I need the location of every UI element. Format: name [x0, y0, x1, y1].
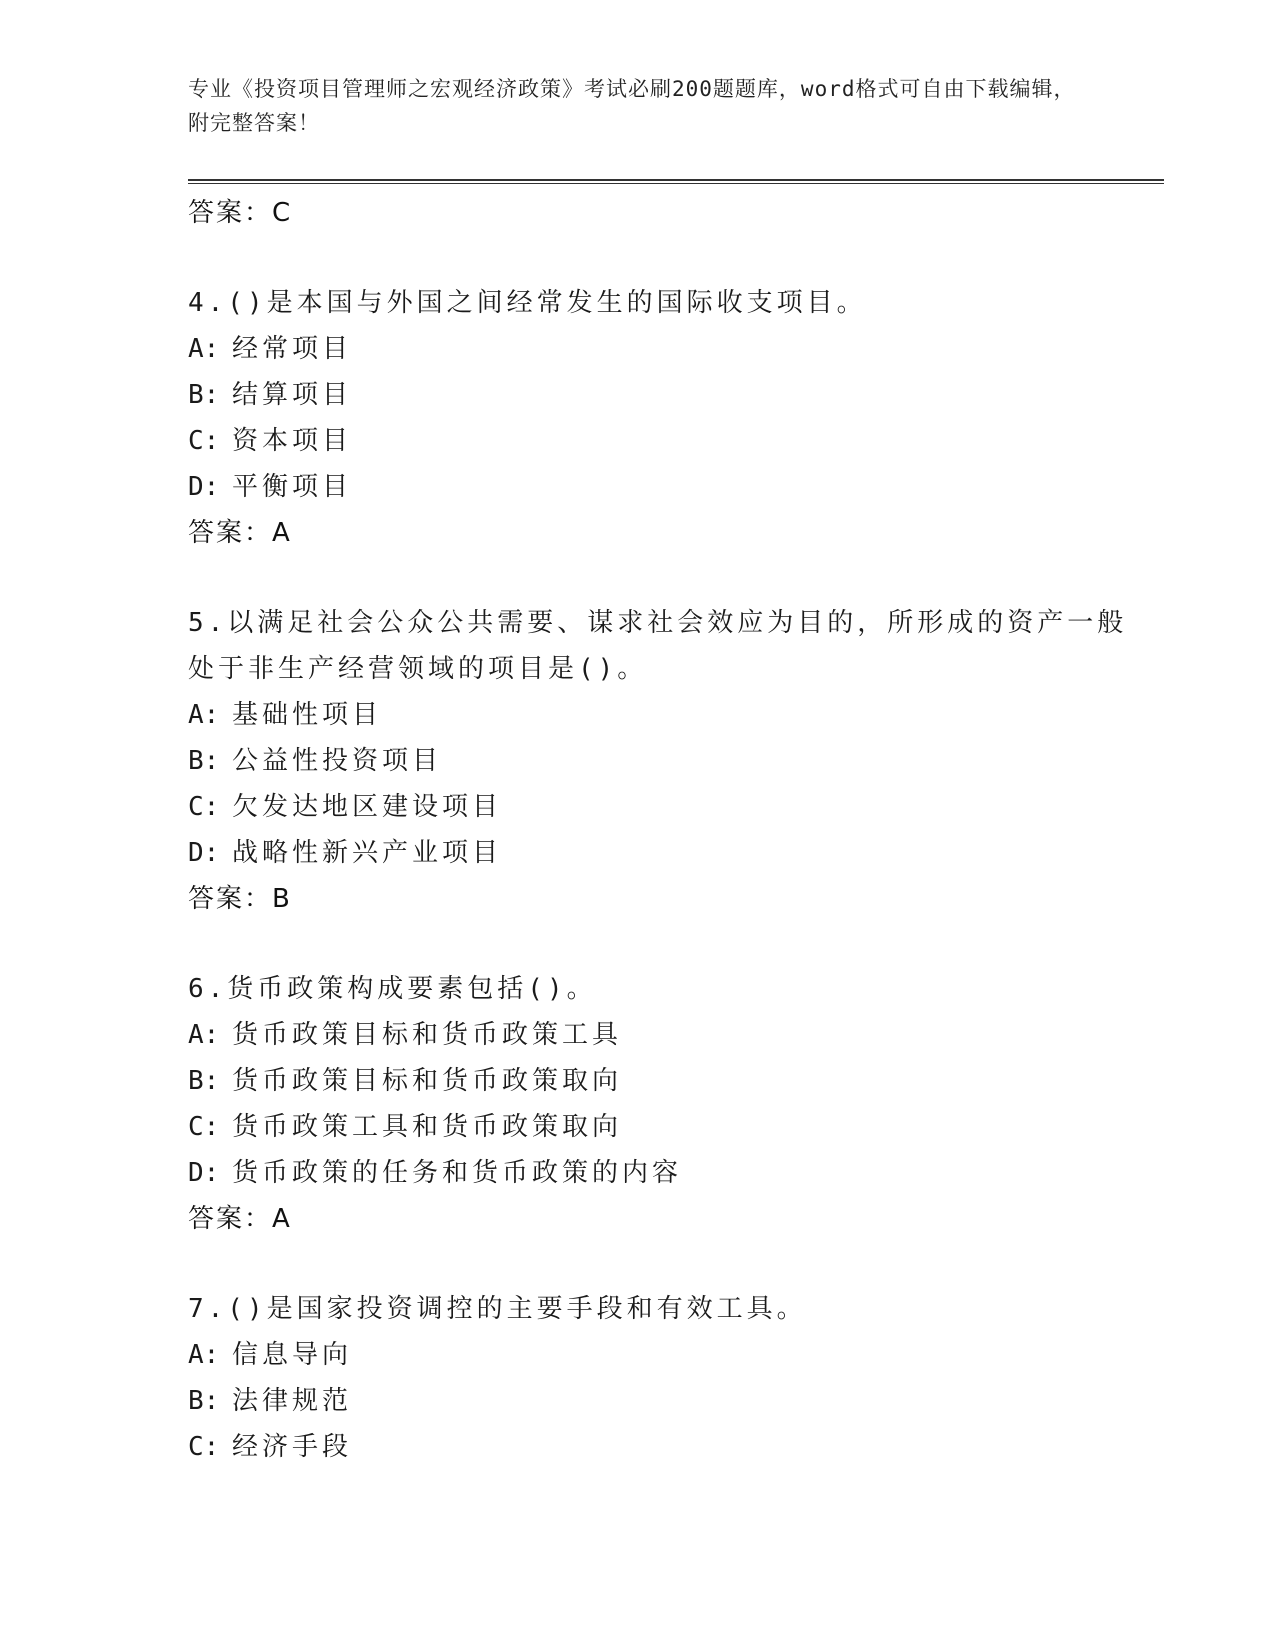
- option-text: 货币政策目标和货币政策工具: [232, 1020, 623, 1050]
- option-letter: A:: [188, 334, 220, 364]
- option-text: 经常项目: [232, 334, 353, 364]
- option-text: 货币政策的任务和货币政策的内容: [232, 1158, 683, 1188]
- option-letter: D:: [188, 1158, 220, 1188]
- option-letter: C:: [188, 1432, 220, 1462]
- option-text: 欠发达地区建设项目: [232, 792, 503, 822]
- option-letter: A:: [188, 1340, 220, 1370]
- option-c: [188, 1104, 1148, 1150]
- document-header: 专业《投资项目管理师之宏观经济政策》考试必刷200题题库，word格式可自由下载编辑，附完整答案！: [188, 77, 1076, 135]
- option-c: [188, 418, 1148, 464]
- option-text: 经济手段: [232, 1432, 353, 1462]
- option-text: 公益性投资项目: [232, 746, 443, 776]
- option-a: [188, 326, 1148, 372]
- answer-label: 答案：B: [188, 884, 292, 914]
- option-a: [188, 1332, 1148, 1378]
- option-b: [188, 372, 1148, 418]
- option-letter: A:: [188, 700, 220, 730]
- question-text: 4.()是本国与外国之间经常发生的国际收支项目。: [188, 288, 867, 318]
- option-text: 战略性新兴产业项目: [232, 838, 503, 868]
- option-letter: A:: [188, 1020, 220, 1050]
- option-text: 结算项目: [232, 380, 353, 410]
- option-letter: D:: [188, 838, 220, 868]
- header-divider: [188, 179, 1164, 184]
- option-b: [188, 1058, 1148, 1104]
- option-c: [188, 1424, 1148, 1470]
- option-letter: C:: [188, 1112, 220, 1142]
- previous-answer: 答案：C: [188, 198, 293, 228]
- question-item: [188, 280, 1148, 556]
- question-item: [188, 966, 1148, 1242]
- option-text: 货币政策目标和货币政策取向: [232, 1066, 623, 1096]
- option-text: 法律规范: [232, 1386, 353, 1416]
- option-letter: D:: [188, 472, 220, 502]
- option-text: 资本项目: [232, 426, 353, 456]
- option-letter: B:: [188, 746, 220, 776]
- option-letter: C:: [188, 426, 220, 456]
- option-text: 货币政策工具和货币政策取向: [232, 1112, 623, 1142]
- option-a: [188, 692, 1148, 738]
- option-letter: B:: [188, 1386, 220, 1416]
- question-text: 7.()是国家投资调控的主要手段和有效工具。: [188, 1294, 807, 1324]
- question-text: 6.货币政策构成要素包括()。: [188, 974, 597, 1004]
- option-letter: B:: [188, 1066, 220, 1096]
- option-text: 基础性项目: [232, 700, 383, 730]
- option-b: [188, 738, 1148, 784]
- question-text: 5.以满足社会公众公共需要、谋求社会效应为目的，所形成的资产一般处于非生产经营领域的项目是()。: [188, 608, 1128, 684]
- option-c: [188, 784, 1148, 830]
- option-a: [188, 1012, 1148, 1058]
- question-item: [188, 1286, 1148, 1470]
- answer-label: 答案：A: [188, 518, 292, 548]
- answer-label: 答案：A: [188, 1204, 292, 1234]
- option-d: [188, 830, 1148, 876]
- option-b: [188, 1378, 1148, 1424]
- option-text: 信息导向: [232, 1340, 353, 1370]
- option-d: [188, 464, 1148, 510]
- option-letter: B:: [188, 380, 220, 410]
- option-text: 平衡项目: [232, 472, 353, 502]
- option-letter: C:: [188, 792, 220, 822]
- question-list: [188, 190, 1148, 1470]
- question-item: [188, 600, 1148, 922]
- option-d: [188, 1150, 1148, 1196]
